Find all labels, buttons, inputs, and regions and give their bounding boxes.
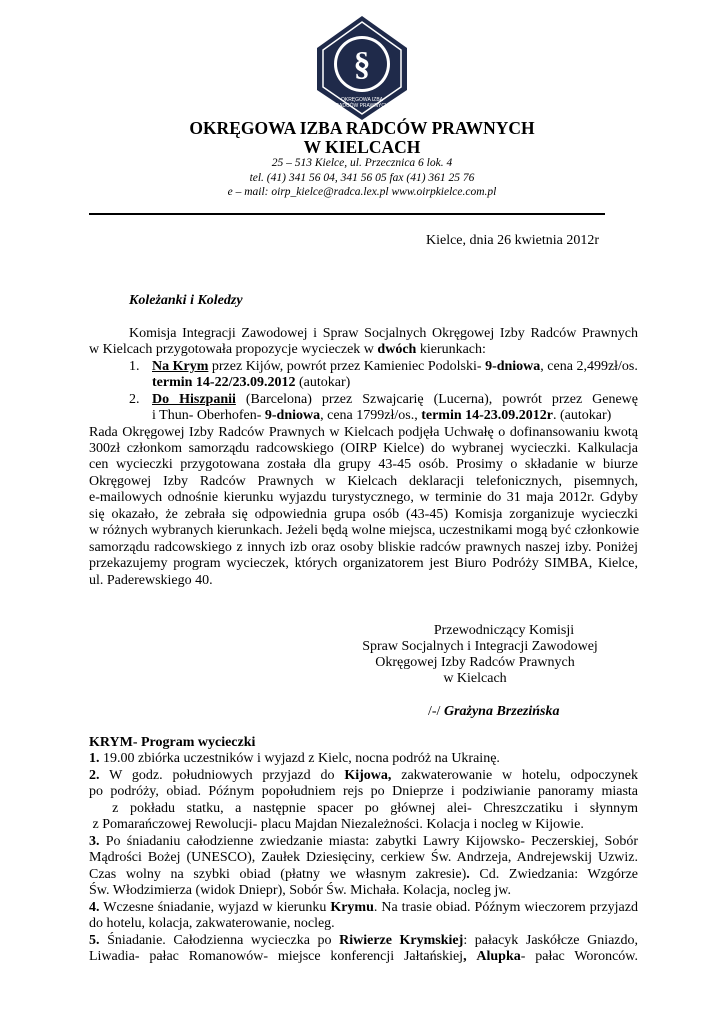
trip1-destination: Na Krym: [152, 359, 209, 374]
body-line: cen wycieczki przygotowana została dla grupy 43-45 osób. Prosimy o składanie w biurze: [89, 457, 638, 472]
date-line: Kielce, dnia 26 kwietnia 2012r: [425, 233, 599, 248]
program-day3-line3: Czas wolny na szybki obiad (płatny we własnym zakresie). Cd. Zwiedzania: Wzgórze: [89, 867, 638, 882]
logo-text-line2: RADCÓW PRAWNYCH: [335, 103, 389, 109]
program-day1: 1. 19.00 zbiórka uczestników i wyjazd z Kielc, nocna podróż na Ukrainę.: [89, 751, 500, 766]
program-day3-line4: Św. Włodzimierza (widok Dniepr), Sobór Św. Michała. Kolacja, nocleg jw.: [89, 883, 511, 898]
logo-text-line1: OKRĘGOWA IZBA: [340, 97, 384, 103]
intro-line2: w Kielcach przygotowała propozycje wycieczek w dwóch kierunkach:: [89, 342, 486, 357]
trip1-line2: termin 14-22/23.09.2012 (autokar): [152, 375, 351, 390]
program-day3-line1: 3. Po śniadaniu całodzienne zwiedzanie miasta: zabytki Lawry Kijowsko- Peczerskiej, Sobór: [89, 834, 638, 849]
intro-line1: Komisja Integracji Zawodowej i Spraw Socjalnych Okręgowej Izby Radców Prawnych: [129, 326, 638, 341]
body-line: 300zł członkom samorządu radcowskiego (OIRP Kielce) do wybranej wycieczki. Kalkulacja: [89, 441, 638, 456]
signature-line2: Spraw Socjalnych i Integracji Zawodowej: [362, 639, 598, 654]
body-line: przekazujemy program wycieczek, których organizatorem jest Biuro Podróży SIMBA, Kielce,: [89, 556, 638, 571]
signature-line3: Okręgowej Izby Radców Prawnych: [375, 655, 575, 670]
body-line: Okręgowej Izby Radców Prawnych w Kielcach deklaracji telefonicznych, pisemnych,: [89, 474, 638, 489]
org-email: e – mail: oirp_kielce@radca.lex.pl www.oirpkielce.com.pl: [227, 186, 497, 198]
body-line: Rada Okręgowej Izby Radców Prawnych w Kielcach podjęła Uchwałę o dofinansowaniu kwotą: [89, 425, 638, 440]
body-line: w różnych wybranych kierunkach. Jeżeli będą wolne miejsca, uczestnikami mogą być członkowie: [89, 523, 640, 538]
program-day5-line2: Liwadia- pałac Romanowów- miejsce konferencji Jałtańskiej, Alupka- pałac Woronców.: [89, 949, 638, 964]
body-line: e-mailowych odnośnie kierunku wyjazdu turystycznego, w terminie do 31 maja 2012r. Gdyby: [89, 490, 638, 505]
trip2-number: 2.: [129, 392, 140, 407]
trip2-line2: i Thun- Oberhofen- 9-dniowa, cena 1799zł/os., termin 14-23.09.2012r. (autokar): [152, 408, 612, 423]
program-day4-line2: do hotelu, kolacja, zakwaterowanie, nocleg.: [89, 916, 335, 931]
org-title-line1: OKRĘGOWA IZBA RADCÓW PRAWNYCH: [189, 118, 535, 138]
signature-line4: w Kielcach: [443, 671, 507, 686]
trip2-line1: Do Hiszpanii (Barcelona) przez Szwajcarię (Lucerna), powrót przez Genewę: [152, 392, 639, 407]
body-line: ul. Paderewskiego 40.: [89, 573, 213, 588]
program-day2-line1: 2. W godz. południowych przyjazd do Kijowa, zakwaterowanie w hotelu, odpoczynek: [89, 768, 638, 783]
trip1-number: 1.: [129, 359, 140, 374]
program-day2-line3: z pokładu statku, a następnie spacer po głównej alei- Chreszczatiku i słynnym: [89, 801, 638, 816]
signature-line1: Przewodniczący Komisji: [433, 623, 575, 638]
program-day3-line2: Mądrości Bożej (UNESCO), Zaułek Dziesięciny, cerkiew Św. Andrzeja, Andrejewskij Uzwiz.: [89, 850, 638, 865]
header-divider: [89, 213, 605, 215]
program-day2-line2: po podróży, obiad. Późnym popołudniem rejs po Dnieprze i podziwianie panoramy miasta: [89, 784, 638, 799]
org-address: 25 – 513 Kielce, ul. Przecznica 6 lok. 4: [271, 157, 453, 169]
body-line: się okazało, że zebrała się odpowiednia grupa osób (43-45) Komisja zorganizuje wycieczki: [89, 507, 638, 522]
signature-name: /-/ Grażyna Brzezińska: [428, 704, 560, 719]
program-day2-line4: z Pomarańczowej Rewolucji- placu Majdan Niezależności. Kolacja i nocleg w Kijowie.: [89, 817, 584, 832]
svg-text:§: §: [353, 46, 371, 83]
org-title-line2: W KIELCACH: [303, 137, 421, 157]
oirp-logo: [309, 14, 415, 122]
program-title: KRYM- Program wycieczki: [89, 735, 256, 750]
body-line: samorządu radcowskiego z innych izb oraz osoby bliskie radców prawnych naszej izby. Poniżej: [89, 540, 638, 555]
program-day5-line1: 5. Śniadanie. Całodzienna wycieczka po Riwierze Krymskiej: pałacyk Jaskółcze Gniazdo,: [89, 933, 639, 948]
trip2-destination: Do Hiszpanii: [152, 392, 236, 407]
org-phone: tel. (41) 341 56 04, 341 56 05 fax (41) 361 25 76: [249, 172, 475, 184]
trip1-line1: Na Krym przez Kijów, powrót przez Kamieniec Podolski- 9-dniowa, cena 2,499zł/os.: [152, 359, 638, 374]
program-day4-line1: 4. Wczesne śniadanie, wyjazd w kierunku Krymu. Na trasie obiad. Późnym wieczorem przyjazd: [89, 900, 638, 915]
salutation: Koleżanki i Koledzy: [129, 293, 243, 308]
